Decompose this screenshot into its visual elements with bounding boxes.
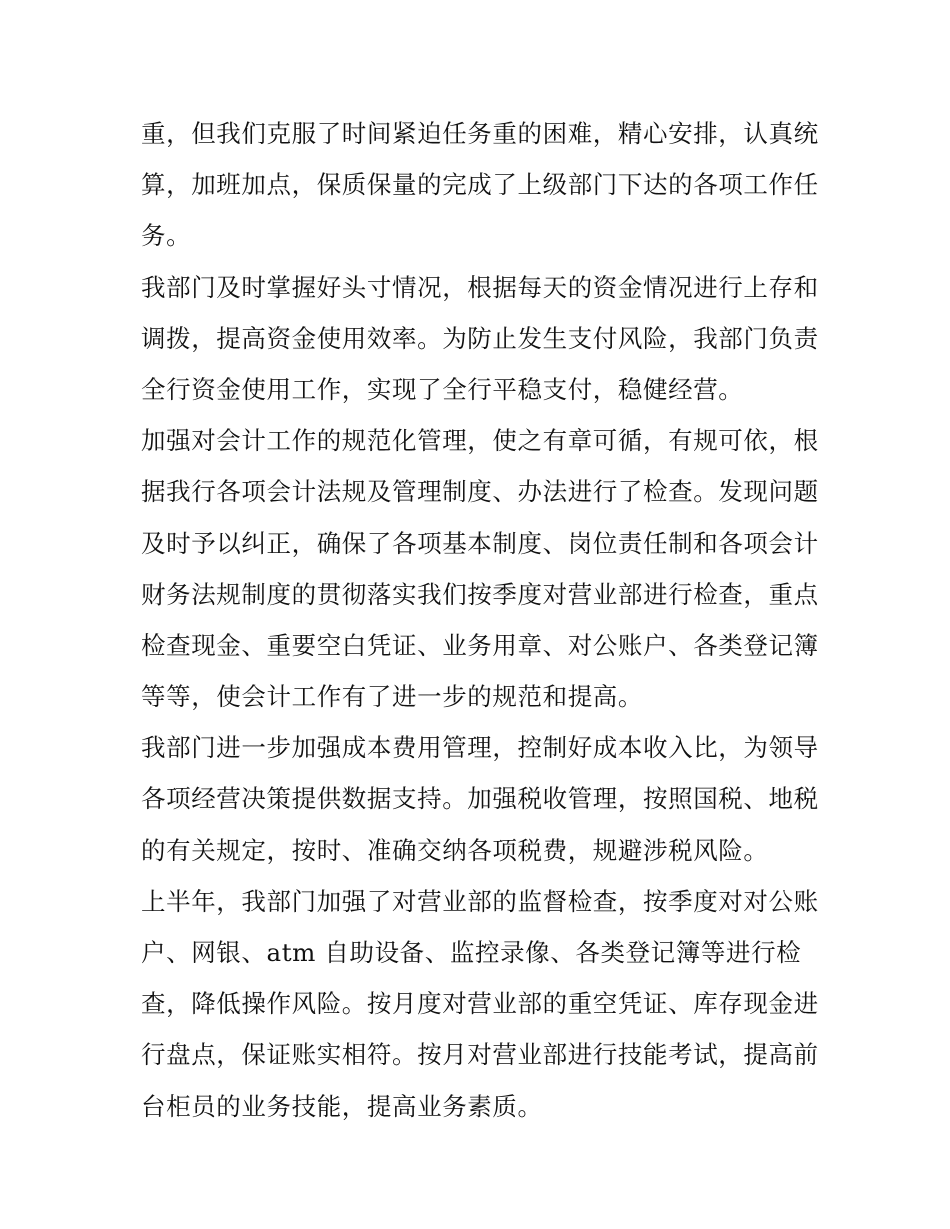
text-line: 全行资金使用工作，实现了全行平稳支付，稳健经营。: [141, 374, 744, 404]
text-line: 及时予以纠正，确保了各项基本制度、岗位责任制和各项会计: [141, 528, 819, 558]
text-line: 据我行各项会计法规及管理制度、办法进行了检查。发现问题: [141, 477, 819, 507]
text-line: 务。: [141, 221, 192, 251]
text-line: 重，但我们克服了时间紧迫任务重的困难，精心安排，认真统: [141, 119, 819, 148]
text-line: 上半年，我部门加强了对营业部的监督检查，按季度对对公账: [141, 886, 819, 916]
text-line: 算，加班加点，保质保量的完成了上级部门下达的各项工作任: [141, 170, 819, 200]
text-line: 财务法规制度的贯彻落实我们按季度对营业部进行检查，重点: [141, 579, 819, 609]
text-line: 各项经营决策提供数据支持。加强税收管理，按照国税、地税: [141, 784, 819, 814]
text-line: 调拨，提高资金使用效率。为防止发生支付风险，我部门负责: [141, 323, 819, 353]
text-line: 的有关规定，按时、准确交纳各项税费，规避涉税风险。: [141, 835, 769, 865]
text-line: 我部门进一步加强成本费用管理，控制好成本收入比，为领导: [141, 733, 819, 763]
text-line: 台柜员的业务技能，提高业务素质。: [141, 1091, 543, 1121]
text-line: 行盘点，保证账实相符。按月对营业部进行技能考试，提高前: [141, 1040, 819, 1070]
text-line: 加强对会计工作的规范化管理，使之有章可循，有规可依，根: [141, 426, 819, 456]
document-body: [141, 108, 831, 1132]
text-line: 户、网银、atm 自助设备、监控录像、各类登记簿等进行检: [141, 938, 802, 967]
text-line: 检查现金、重要空白凭证、业务用章、对公账户、各类登记簿: [141, 630, 819, 660]
text-line: 我部门及时掌握好头寸情况，根据每天的资金情况进行上存和: [141, 272, 819, 302]
text-line: 查，降低操作风险。按月度对营业部的重空凭证、库存现金进: [141, 989, 819, 1019]
text-line: 等等，使会计工作有了进一步的规范和提高。: [141, 682, 643, 712]
